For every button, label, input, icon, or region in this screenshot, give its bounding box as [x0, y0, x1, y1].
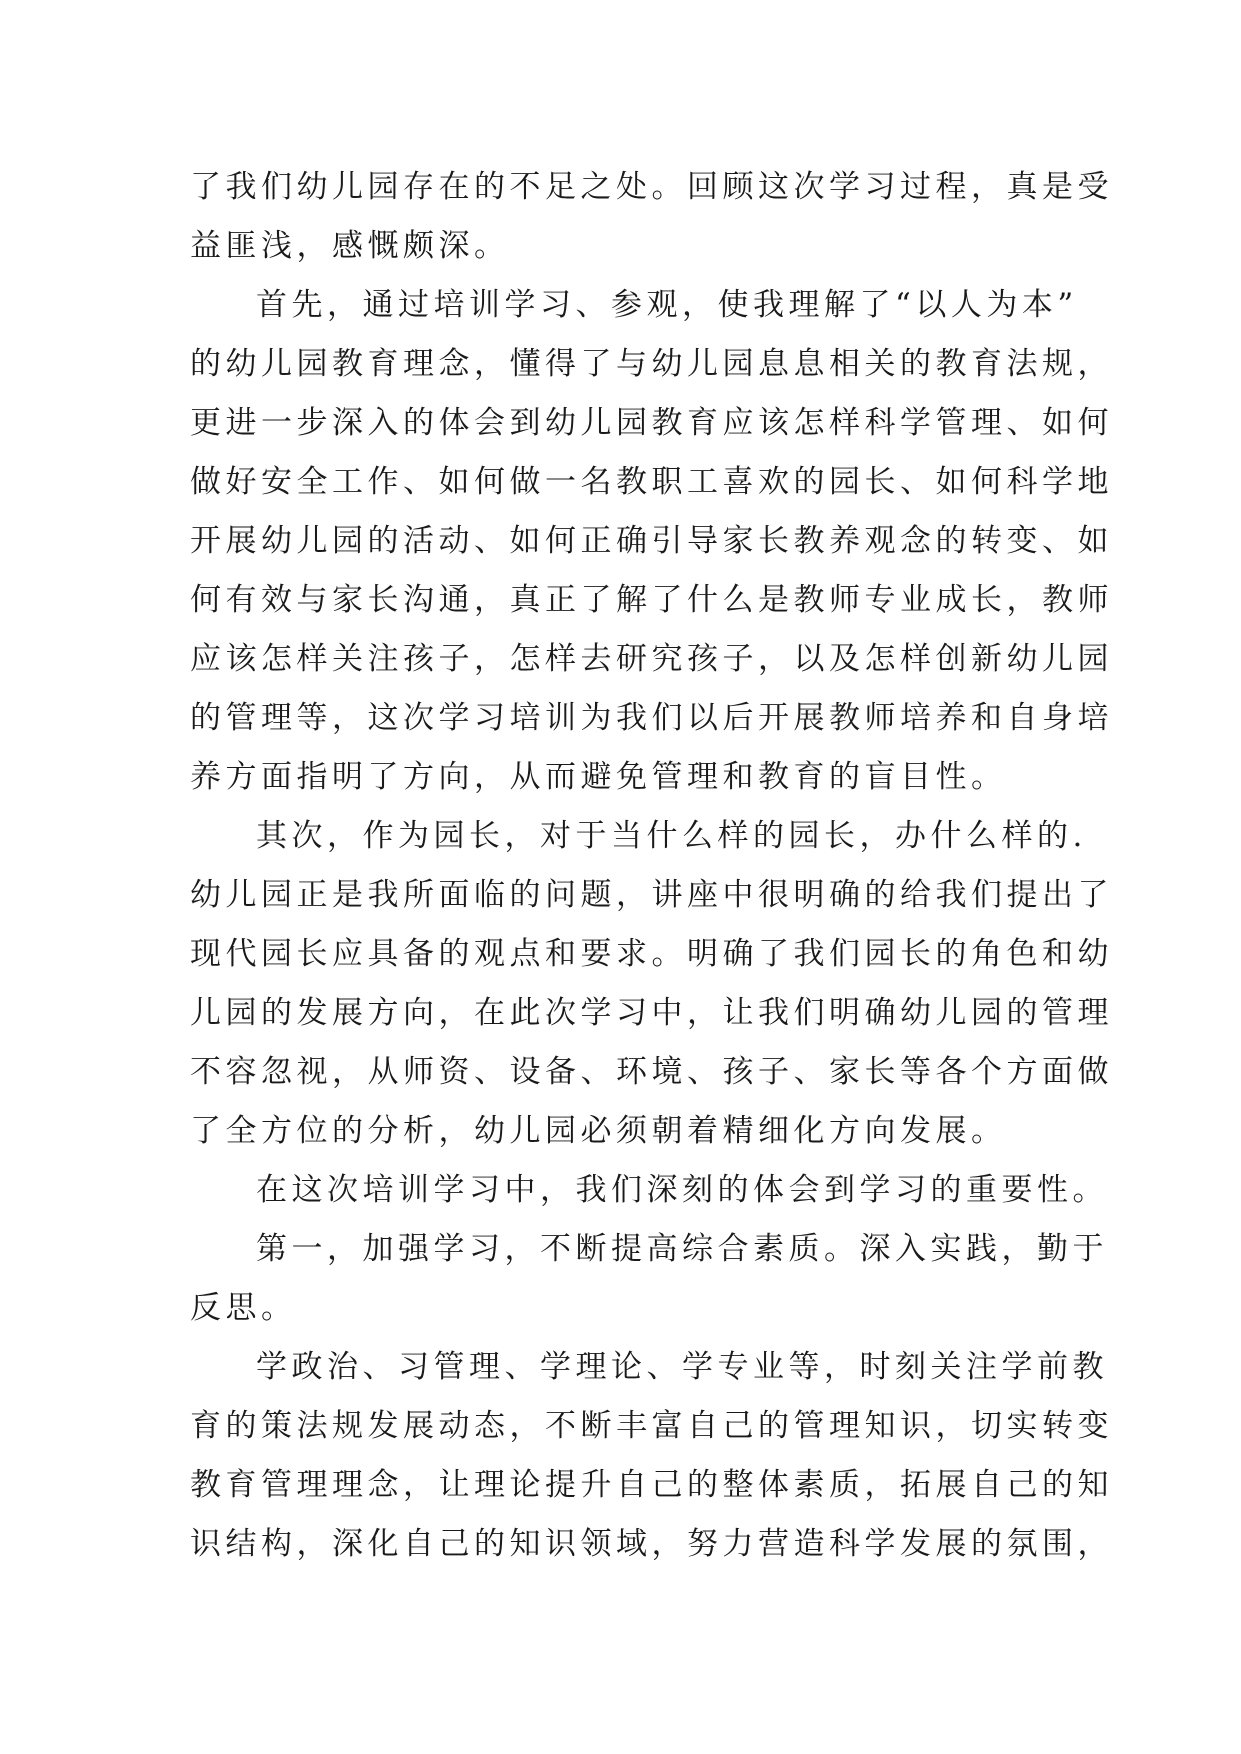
text-line: 的幼儿园教育理念，懂得了与幼儿园息息相关的教育法规， [190, 346, 1113, 382]
text-line: 反思。 [190, 1290, 297, 1326]
text-line: 的管理等，这次学习培训为我们以后开展教师培养和自身培 [190, 700, 1113, 736]
text-line: 了全方位的分析，幼儿园必须朝着精细化方向发展。 [190, 1113, 1007, 1149]
text-line: 应该怎样关注孩子，怎样去研究孩子，以及怎样创新幼儿园 [190, 641, 1113, 677]
text-line: 在这次培训学习中，我们深刻的体会到学习的重要性。 [256, 1172, 1108, 1208]
document-body [190, 158, 1113, 1574]
text-line: 儿园的发展方向，在此次学习中，让我们明确幼儿园的管理 [190, 995, 1113, 1031]
text-line: 育的策法规发展动态，不断丰富自己的管理知识，切实转变 [190, 1408, 1113, 1444]
text-line: 学政治、习管理、学理论、学专业等，时刻关注学前教 [256, 1349, 1108, 1385]
text-line: 其次，作为园长，对于当什么样的园长，办什么样的. [256, 818, 1087, 854]
text-line: 幼儿园正是我所面临的问题，讲座中很明确的给我们提出了 [190, 877, 1113, 913]
text-line: 现代园长应具备的观点和要求。明确了我们园长的角色和幼 [190, 936, 1113, 972]
text-line: 养方面指明了方向，从而避免管理和教育的盲目性。 [190, 759, 1007, 795]
text-line: 何有效与家长沟通，真正了解了什么是教师专业成长，教师 [190, 582, 1113, 618]
text-line: 首先，通过培训学习、参观，使我理解了“以人为本” [256, 287, 1078, 323]
text-line: 做好安全工作、如何做一名教职工喜欢的园长、如何科学地 [190, 464, 1113, 500]
text-line: 教育管理理念，让理论提升自己的整体素质，拓展自己的知 [190, 1467, 1113, 1503]
text-line: 不容忽视，从师资、设备、环境、孩子、家长等各个方面做 [190, 1054, 1113, 1090]
text-line: 第一，加强学习，不断提高综合素质。深入实践，勤于 [256, 1231, 1108, 1267]
text-line: 识结构，深化自己的知识领域，努力营造科学发展的氛围， [190, 1526, 1113, 1562]
text-line: 了我们幼儿园存在的不足之处。回顾这次学习过程，真是受 [190, 169, 1113, 205]
text-line: 开展幼儿园的活动、如何正确引导家长教养观念的转变、如 [190, 523, 1113, 559]
text-line: 更进一步深入的体会到幼儿园教育应该怎样科学管理、如何 [190, 405, 1113, 441]
text-line: 益匪浅，感慨颇深。 [190, 228, 510, 264]
